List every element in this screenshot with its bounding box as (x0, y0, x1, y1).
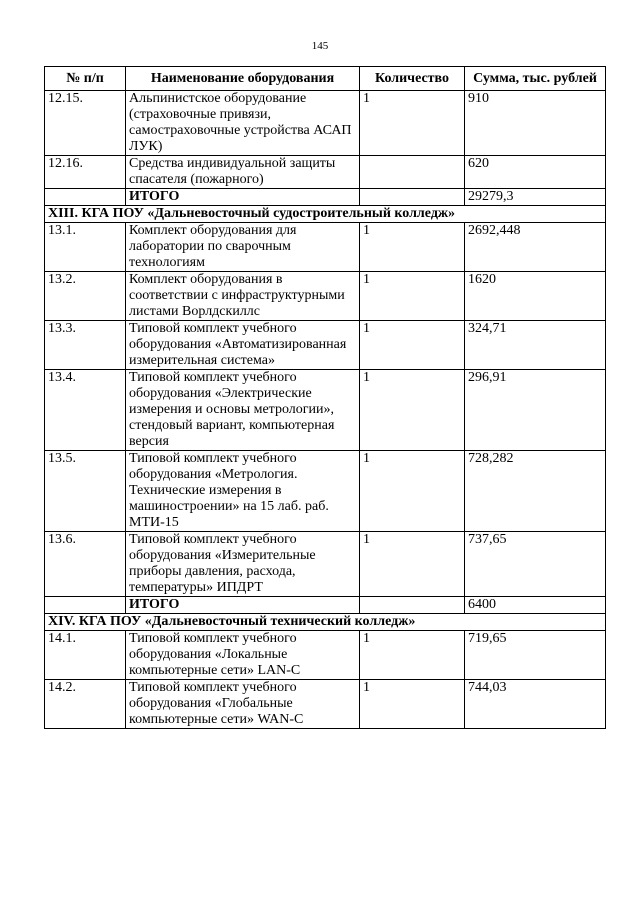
header-number: № п/п (45, 67, 126, 91)
section-title: XIII. КГА ПОУ «Дальневосточный судостроительный колледж» (45, 206, 606, 223)
cell-sum: 737,65 (465, 532, 606, 597)
cell-sum: 728,282 (465, 451, 606, 532)
cell-quantity: 1 (360, 631, 465, 680)
cell-number: 12.15. (45, 91, 126, 156)
cell-sum: 620 (465, 156, 606, 189)
cell-number: 14.2. (45, 680, 126, 729)
cell-name: Комплект оборудования для лаборатории по сварочным технологиям (126, 223, 360, 272)
cell-name: Комплект оборудования в соответствии с инфраструктурными листами Ворлдскиллс (126, 272, 360, 321)
cell-quantity: 1 (360, 91, 465, 156)
cell-sum: 719,65 (465, 631, 606, 680)
equipment-table (44, 66, 606, 729)
cell-name: Типовой комплект учебного оборудования «Глобальные компьютерные сети» WAN-С (126, 680, 360, 729)
table-row (45, 91, 606, 156)
cell-name: Средства индивидуальной защиты спасателя (пожарного) (126, 156, 360, 189)
section-title: XIV. КГА ПОУ «Дальневосточный технический колледж» (45, 614, 606, 631)
cell-name: Типовой комплект учебного оборудования «Метрология. Технические измерения в машиностроении» на 15 лаб. раб. МТИ-15 (126, 451, 360, 532)
table-row (45, 451, 606, 532)
table-row (45, 223, 606, 272)
cell-quantity: 1 (360, 272, 465, 321)
cell-number: 13.6. (45, 532, 126, 597)
header-sum: Сумма, тыс. рублей (465, 67, 606, 91)
cell-quantity: 1 (360, 680, 465, 729)
cell-quantity (360, 597, 465, 614)
cell-sum: 910 (465, 91, 606, 156)
cell-number: 13.1. (45, 223, 126, 272)
table-row (45, 532, 606, 597)
cell-number: 12.16. (45, 156, 126, 189)
table-row (45, 680, 606, 729)
table-header-row (45, 67, 606, 91)
cell-sum: 29279,3 (465, 189, 606, 206)
table-row (45, 370, 606, 451)
cell-number: 13.4. (45, 370, 126, 451)
table-row (45, 156, 606, 189)
cell-name: Альпинистское оборудование (страховочные привязи, самостраховочные устройства АСАП ЛУК) (126, 91, 360, 156)
page-number: 145 (311, 40, 329, 52)
cell-quantity: 1 (360, 370, 465, 451)
table-body (45, 91, 606, 729)
table-row (45, 321, 606, 370)
cell-number: 13.3. (45, 321, 126, 370)
cell-sum: 2692,448 (465, 223, 606, 272)
section-row (45, 206, 606, 223)
cell-name: Типовой комплект учебного оборудования «Локальные компьютерные сети» LAN-С (126, 631, 360, 680)
cell-sum: 744,03 (465, 680, 606, 729)
header-quantity: Количество (360, 67, 465, 91)
cell-name: Типовой комплект учебного оборудования «Автоматизированная измерительная система» (126, 321, 360, 370)
cell-number: 13.2. (45, 272, 126, 321)
cell-number: 14.1. (45, 631, 126, 680)
header-name: Наименование оборудования (126, 67, 360, 91)
total-row (45, 597, 606, 614)
section-row (45, 614, 606, 631)
cell-sum: 296,91 (465, 370, 606, 451)
cell-sum: 6400 (465, 597, 606, 614)
cell-quantity: 1 (360, 451, 465, 532)
cell-sum: 324,71 (465, 321, 606, 370)
cell-sum: 1620 (465, 272, 606, 321)
cell-quantity (360, 156, 465, 189)
cell-name: ИТОГО (126, 597, 360, 614)
table-row (45, 631, 606, 680)
cell-name: ИТОГО (126, 189, 360, 206)
cell-number (45, 597, 126, 614)
cell-quantity: 1 (360, 223, 465, 272)
cell-number: 13.5. (45, 451, 126, 532)
cell-quantity: 1 (360, 532, 465, 597)
cell-number (45, 189, 126, 206)
cell-quantity: 1 (360, 321, 465, 370)
cell-name: Типовой комплект учебного оборудования «Измерительные приборы давления, расхода, температуры» ИПДРТ (126, 532, 360, 597)
cell-quantity (360, 189, 465, 206)
cell-name: Типовой комплект учебного оборудования «Электрические измерения и основы метрологии», стендовый вариант, компьютерная версия (126, 370, 360, 451)
table-row (45, 272, 606, 321)
total-row (45, 189, 606, 206)
